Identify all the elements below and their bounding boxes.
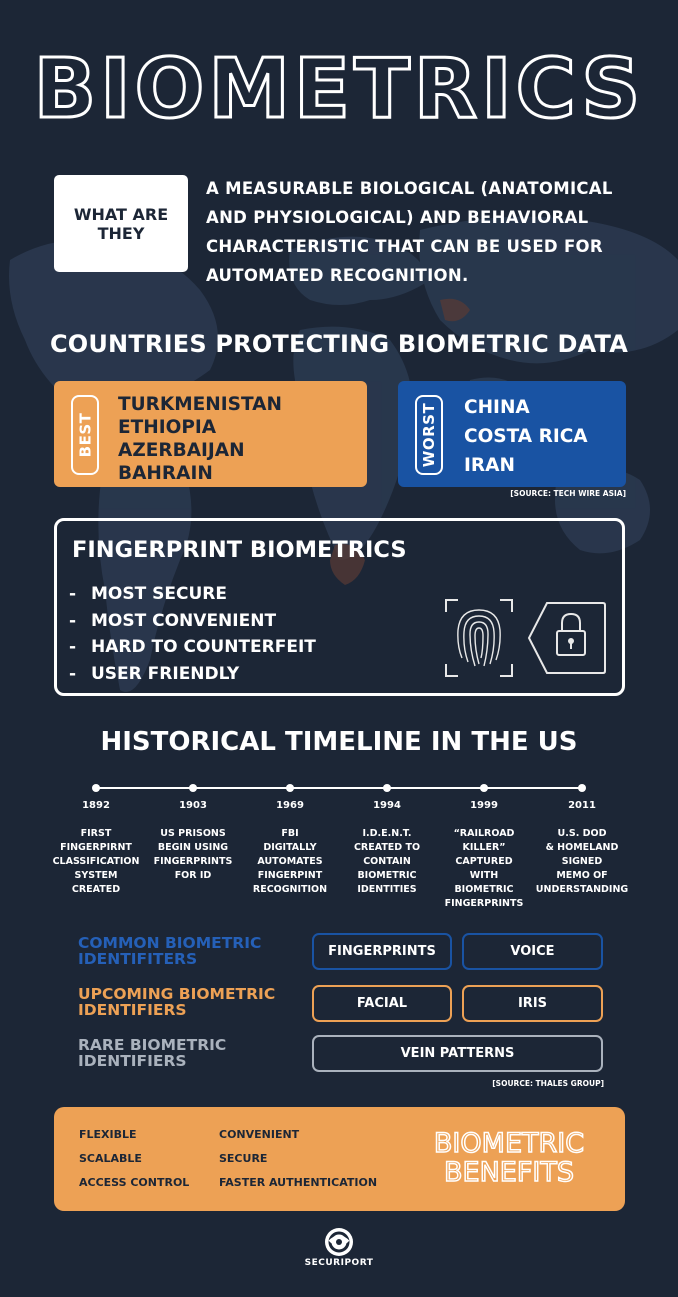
timeline-description: U.S. DOD & HOMELAND SIGNED MEMO OF UNDERSTANDING bbox=[535, 828, 629, 895]
list-item: - MOST SECURE bbox=[69, 584, 227, 604]
country-item: IRAN bbox=[464, 455, 515, 476]
source-note: [SOURCE: TECH WIRE ASIA] bbox=[510, 489, 626, 498]
timeline-year: 1903 bbox=[179, 800, 207, 811]
timeline-dot bbox=[189, 784, 197, 792]
timeline-dot bbox=[286, 784, 294, 792]
identifier-pill: VOICE bbox=[462, 933, 603, 970]
country-item: BAHRAIN bbox=[118, 463, 213, 484]
benefit-item: FLEXIBLE bbox=[79, 1128, 137, 1141]
worst-badge: WORST bbox=[415, 395, 443, 475]
country-item: AZERBAIJAN bbox=[118, 440, 245, 461]
page-title: BIOMETRICS bbox=[33, 42, 645, 137]
identifier-pill: VEIN PATTERNS bbox=[312, 1035, 603, 1072]
what-are-they-label: WHAT ARE THEY bbox=[54, 175, 188, 272]
benefit-item: SCALABLE bbox=[79, 1152, 142, 1165]
timeline-description: FBI DIGITALLY AUTOMATES FINGERPINT RECOGNITION bbox=[252, 828, 328, 895]
countries-heading: COUNTRIES PROTECTING BIOMETRIC DATA bbox=[49, 330, 629, 358]
fingerprint-biometrics-card bbox=[54, 518, 625, 696]
worst-countries-list bbox=[464, 393, 588, 480]
identifier-pill: IRIS bbox=[462, 985, 603, 1022]
fingerprint-benefits-list bbox=[69, 581, 316, 687]
benefit-item: CONVENIENT bbox=[219, 1128, 300, 1141]
common-identifiers-label: COMMON BIOMETRIC IDENTIFITERS bbox=[78, 934, 262, 968]
padlock-icon bbox=[527, 601, 607, 675]
best-badge: BEST bbox=[71, 395, 99, 475]
fingerprint-scan-icon bbox=[444, 598, 514, 678]
best-countries-card bbox=[54, 381, 367, 487]
source-note: [SOURCE: THALES GROUP] bbox=[492, 1079, 604, 1088]
country-item: COSTA RICA bbox=[464, 426, 588, 447]
timeline-dot bbox=[383, 784, 391, 792]
timeline-dot bbox=[578, 784, 586, 792]
timeline-year: 1969 bbox=[276, 800, 304, 811]
worst-countries-card bbox=[398, 381, 626, 487]
timeline-event bbox=[532, 799, 632, 897]
benefit-item: ACCESS CONTROL bbox=[79, 1176, 190, 1189]
biometrics-definition: A MEASURABLE BIOLOGICAL (ANATOMICAL AND PHYSIOLOGICAL) AND BEHAVIORAL CHARACTERISTIC THAT CAN BE USED FOR AUTOMATED RECOGNITION. bbox=[206, 179, 613, 285]
benefits-title: BIOMETRIC BENEFITS bbox=[433, 1128, 585, 1188]
biometric-benefits-card bbox=[54, 1107, 625, 1211]
timeline-year: 2011 bbox=[568, 800, 596, 811]
timeline-year: 1892 bbox=[82, 800, 110, 811]
timeline-dot bbox=[92, 784, 100, 792]
country-item: ETHIOPIA bbox=[118, 417, 217, 438]
list-item: - HARD TO COUNTERFEIT bbox=[69, 637, 316, 657]
timeline-axis bbox=[96, 787, 582, 789]
timeline-description: “RAILROAD KILLER” CAPTURED WITH BIOMETRIC FINGERPRINTS bbox=[444, 828, 524, 909]
rare-identifiers-label: RARE BIOMETRIC IDENTIFIERS bbox=[78, 1036, 227, 1070]
timeline-description: I.D.E.N.T. CREATED TO CONTAIN BIOMETRIC IDENTITIES bbox=[353, 828, 421, 895]
identifier-pill: FACIAL bbox=[312, 985, 452, 1022]
fingerprint-title: FINGERPRINT BIOMETRICS bbox=[72, 537, 407, 563]
list-item: - MOST CONVENIENT bbox=[69, 610, 277, 631]
timeline-description: FIRST FINGERPIRNT CLASSIFICATION SYSTEM CREATED bbox=[52, 828, 140, 895]
timeline-event bbox=[432, 799, 536, 911]
timeline-event bbox=[339, 799, 435, 897]
brand-name: SECURIPORT bbox=[304, 1258, 374, 1268]
timeline-event bbox=[242, 799, 338, 897]
benefit-item: FASTER AUTHENTICATION bbox=[219, 1176, 378, 1189]
timeline-event bbox=[48, 799, 144, 897]
upcoming-identifiers-label: UPCOMING BIOMETRIC IDENTIFIERS bbox=[78, 985, 276, 1019]
benefit-item: SECURE bbox=[219, 1152, 268, 1165]
country-item: TURKMENISTAN bbox=[118, 394, 282, 415]
identifier-pill: FINGERPRINTS bbox=[312, 933, 452, 970]
timeline-event bbox=[145, 799, 241, 883]
list-item: - USER FRIENDLY bbox=[69, 663, 240, 684]
timeline-year: 1999 bbox=[470, 800, 498, 811]
best-countries-list bbox=[118, 393, 282, 485]
timeline-description: US PRISONS BEGIN USING FINGERPRINTS FOR ID bbox=[153, 828, 233, 881]
country-item: CHINA bbox=[464, 397, 530, 418]
timeline-year: 1994 bbox=[373, 800, 401, 811]
timeline-dot bbox=[480, 784, 488, 792]
timeline-heading: HISTORICAL TIMELINE IN THE US bbox=[100, 727, 578, 757]
securiport-logo-icon bbox=[320, 1227, 358, 1259]
